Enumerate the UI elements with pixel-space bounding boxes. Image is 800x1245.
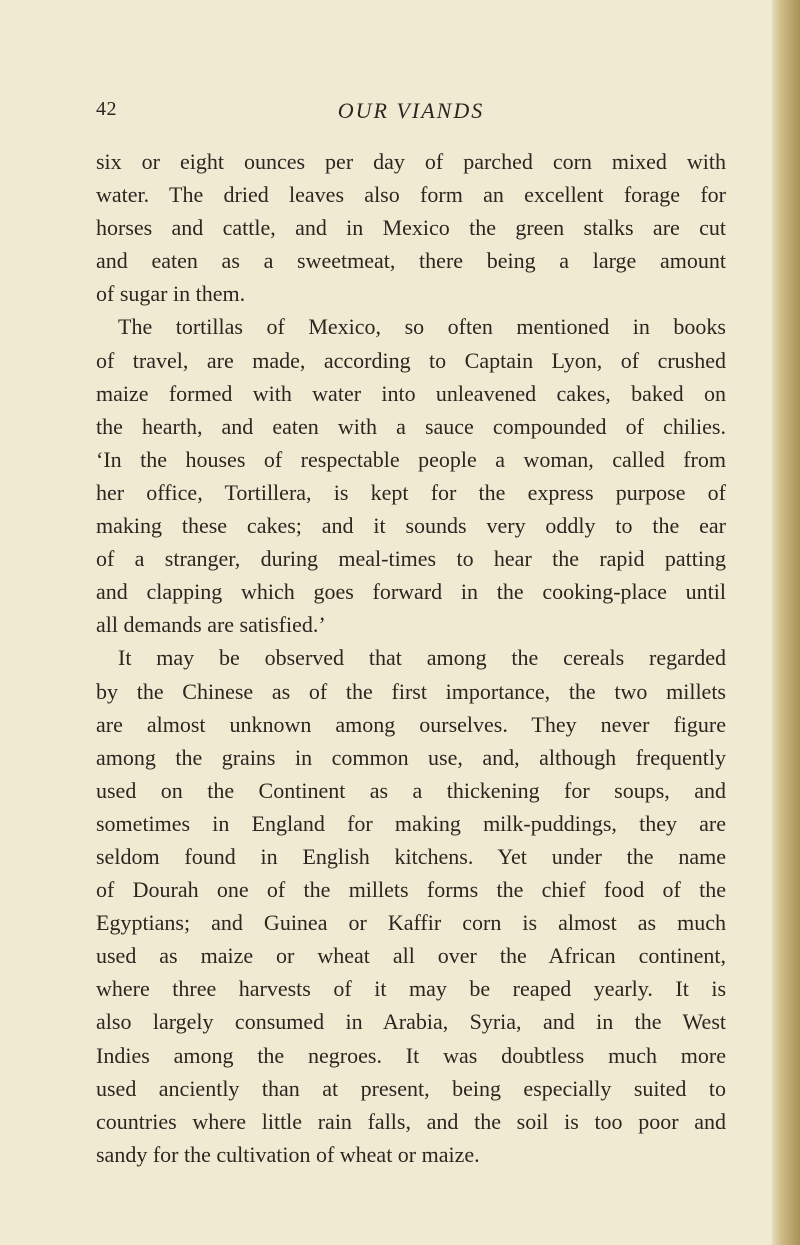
running-head: OUR VIANDS <box>337 98 485 123</box>
text-line: of Dourah one of the millets forms the chief food of the <box>96 877 726 903</box>
text-line: It may be observed that among the cereals regarded <box>118 645 726 671</box>
text-line: of sugar in them. <box>96 281 246 307</box>
text-line: the hearth, and eaten with a sauce compounded of chilies. <box>96 413 726 439</box>
text-line: Egyptians; and Guinea or Kaffir corn is almost as much <box>96 910 726 936</box>
text-line: Indies among the negroes. It was doubtless much more <box>96 1042 726 1068</box>
text-line: are almost unknown among ourselves. They never figure <box>96 711 726 737</box>
paragraph <box>96 641 726 1171</box>
page-header <box>96 98 726 128</box>
text-line: also largely consumed in Arabia, Syria, and in the West <box>96 1009 726 1035</box>
text-line: and clapping which goes forward in the cooking-place until <box>96 579 726 605</box>
text-line: of a stranger, during meal-times to hear the rapid patting <box>96 546 726 572</box>
text-line: sometimes in England for making milk-puddings, they are <box>96 810 726 836</box>
text-line: seldom found in English kitchens. Yet under the name <box>96 843 726 869</box>
text-line: ‘In the houses of respectable people a woman, called from <box>96 446 726 472</box>
text-line: used on the Continent as a thickening for soups, and <box>96 777 726 803</box>
text-line: six or eight ounces per day of parched corn mixed with <box>96 149 726 174</box>
text-line: making these cakes; and it sounds very oddly to the ear <box>96 513 726 539</box>
text-line: sandy for the cultivation of wheat or maize. <box>96 1141 480 1167</box>
text-line: by the Chinese as of the first importance, the two millets <box>96 678 726 704</box>
text-line: of travel, are made, according to Captain Lyon, of crushed <box>96 347 726 373</box>
text-line: used anciently than at present, being especially suited to <box>96 1075 726 1101</box>
text-line: countries where little rain falls, and the soil is too poor and <box>96 1108 726 1134</box>
text-line: horses and cattle, and in Mexico the green stalks are cut <box>96 215 726 241</box>
page-number: 42 <box>96 98 117 120</box>
body-text <box>96 145 726 1171</box>
text-line: among the grains in common use, and, although frequently <box>96 744 726 770</box>
text-line: maize formed with water into unleavened cakes, baked on <box>96 380 726 406</box>
page-edge-shadow <box>772 0 800 1245</box>
text-line: used as maize or wheat all over the African continent, <box>96 943 726 969</box>
text-line: all demands are satisfied.’ <box>96 612 326 638</box>
paragraph <box>96 310 726 641</box>
text-line: where three harvests of it may be reaped yearly. It is <box>96 976 726 1002</box>
text-line: water. The dried leaves also form an excellent forage for <box>96 182 726 208</box>
paragraph <box>96 145 726 310</box>
text-line: The tortillas of Mexico, so often mentioned in books <box>118 314 726 340</box>
text-line: and eaten as a sweetmeat, there being a large amount <box>96 248 726 274</box>
text-line: her office, Tortillera, is kept for the express purpose of <box>96 479 726 505</box>
